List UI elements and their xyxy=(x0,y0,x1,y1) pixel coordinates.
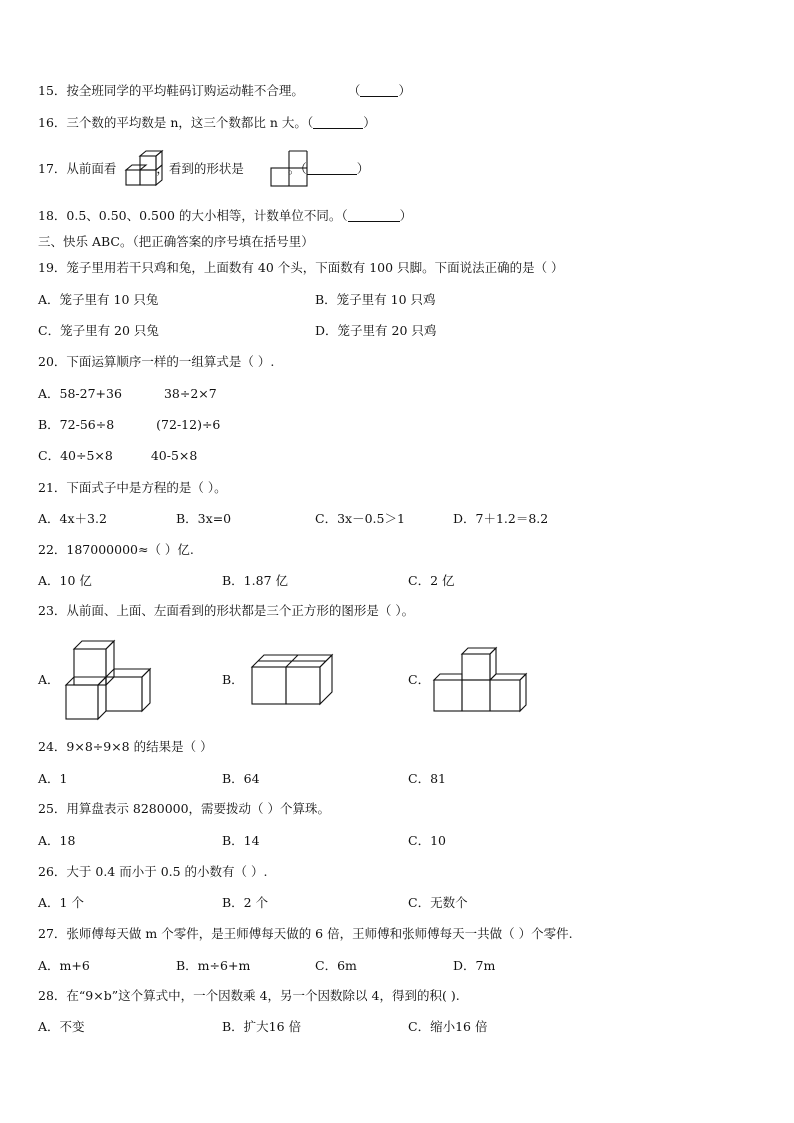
option-23-c[interactable]: C． xyxy=(408,672,431,687)
answer-blank-18[interactable] xyxy=(348,209,400,222)
section-3-heading: 三、快乐 ABC。（把正确答案的序号填在括号里） xyxy=(38,234,314,249)
answer-blank-17[interactable] xyxy=(307,162,357,175)
option-22-b[interactable]: B．1.87 亿 xyxy=(222,573,288,588)
question-23-stem: 23．从前面、上面、左面看到的形状都是三个正方形的图形是（ ）。 xyxy=(38,603,415,618)
option-20-a[interactable]: A．58-27+36 38÷2×7 xyxy=(38,386,217,401)
option-26-b[interactable]: B．2 个 xyxy=(222,895,269,910)
option-21-b[interactable]: B．3x=0 xyxy=(176,511,232,526)
option-19-b[interactable]: B．笼子里有 10 只鸡 xyxy=(315,292,436,307)
option-28-c[interactable]: C．缩小16 倍 xyxy=(408,1019,488,1034)
option-25-a[interactable]: A．18 xyxy=(38,833,76,848)
cube-stack-figure-17 xyxy=(124,148,164,188)
option-21-c[interactable]: C．3x－0.5＞1 xyxy=(315,511,405,526)
question-20-stem: 20．下面运算顺序一样的一组算式是（ ）. xyxy=(38,354,275,369)
option-27-b[interactable]: B．m÷6+m xyxy=(176,958,251,973)
question-15-text: 15．按全班同学的平均鞋码订购运动鞋不合理。 xyxy=(38,83,304,98)
cube-figure-23-a xyxy=(64,636,154,726)
cube-figure-23-c xyxy=(432,643,532,723)
question-19-stem: 19．笼子里用若干只鸡和兔，上面数有 40 个头，下面数有 100 只脚。下面说法正确的是（ ） xyxy=(38,260,564,275)
option-28-b[interactable]: B．扩大16 倍 xyxy=(222,1019,302,1034)
option-27-d[interactable]: D．7m xyxy=(453,958,496,973)
option-26-c[interactable]: C．无数个 xyxy=(408,895,468,910)
question-18: 18．0.5、0.50、0.500 的大小相等，计数单位不同。（ ） xyxy=(38,208,413,223)
option-25-b[interactable]: B．14 xyxy=(222,833,260,848)
option-21-a[interactable]: A．4x＋3.2 xyxy=(38,511,107,526)
question-26-stem: 26．大于 0.4 而小于 0.5 的小数有（ ）. xyxy=(38,864,268,879)
option-23-b[interactable]: B． xyxy=(222,672,244,687)
question-24-stem: 24．9×8÷9×8 的结果是（ ） xyxy=(38,739,213,754)
option-22-c[interactable]: C．2 亿 xyxy=(408,573,455,588)
option-21-d[interactable]: D．7＋1.2＝8.2 xyxy=(453,511,549,526)
option-24-c[interactable]: C．81 xyxy=(408,771,446,786)
question-18-text: 18．0.5、0.50、0.500 的大小相等，计数单位不同。 xyxy=(38,208,342,223)
option-23-a[interactable]: A． xyxy=(38,672,60,687)
question-15: 15．按全班同学的平均鞋码订购运动鞋不合理。 （ ） xyxy=(38,83,411,98)
option-22-a[interactable]: A．10 亿 xyxy=(38,573,92,588)
option-19-c[interactable]: C．笼子里有 20 只兔 xyxy=(38,323,159,338)
option-28-a[interactable]: A．不变 xyxy=(38,1019,85,1034)
question-16-text: 16．三个数的平均数是 n，这三个数都比 n 大。 xyxy=(38,115,307,130)
answer-blank-15[interactable] xyxy=(360,84,398,97)
question-21-stem: 21．下面式子中是方程的是（ ）。 xyxy=(38,480,227,495)
option-24-b[interactable]: B．64 xyxy=(222,771,260,786)
front-view-shape-17 xyxy=(271,151,311,191)
question-25-stem: 25．用算盘表示 8280000，需要拨动（ ）个算珠。 xyxy=(38,801,331,816)
cube-figure-23-b xyxy=(250,653,340,713)
option-25-c[interactable]: C．10 xyxy=(408,833,446,848)
option-19-a[interactable]: A．笼子里有 10 只兔 xyxy=(38,292,159,307)
option-27-c[interactable]: C．6m xyxy=(315,958,357,973)
question-17: 17．从前面看 ，看到的形状是 。（ ） xyxy=(38,161,370,176)
question-16: 16．三个数的平均数是 n，这三个数都比 n 大。（ ） xyxy=(38,115,376,130)
option-27-a[interactable]: A．m+6 xyxy=(38,958,90,973)
question-28-stem: 28．在“9×b”这个算式中，一个因数乘 4，另一个因数除以 4，得到的积( ). xyxy=(38,988,460,1003)
option-20-c[interactable]: C．40÷5×8 40-5×8 xyxy=(38,448,198,463)
answer-blank-16[interactable] xyxy=(313,116,363,129)
question-22-stem: 22．187000000≈（ ）亿. xyxy=(38,542,194,557)
option-20-b[interactable]: B．72-56÷8 (72-12)÷6 xyxy=(38,417,221,432)
option-26-a[interactable]: A．1 个 xyxy=(38,895,84,910)
option-24-a[interactable]: A．1 xyxy=(38,771,68,786)
option-19-d[interactable]: D．笼子里有 20 只鸡 xyxy=(315,323,437,338)
question-27-stem: 27．张师傅每天做 m 个零件，是王师傅每天做的 6 倍，王师傅和张师傅每天一共做（ ）个零件. xyxy=(38,926,573,941)
